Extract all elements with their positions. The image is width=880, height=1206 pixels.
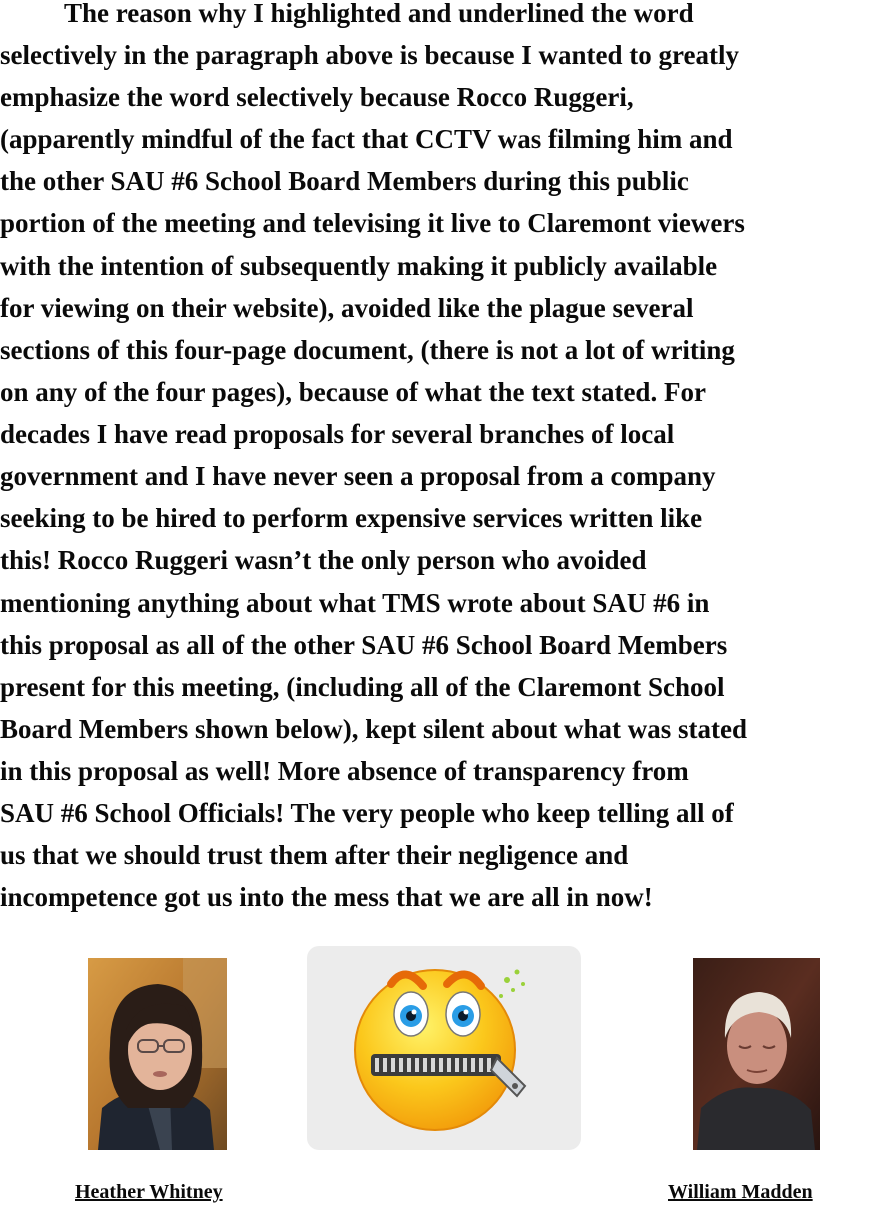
- paragraph-line: government and I have never seen a proposal from a company: [0, 461, 716, 491]
- paragraph-line: seeking to be hired to perform expensive services written like: [0, 503, 703, 533]
- paragraph-line: in this proposal as well! More absence of transparency from: [0, 756, 689, 786]
- paragraph-line: portion of the meeting and televising it live to Claremont viewers: [0, 208, 745, 238]
- person-photo-icon: [693, 958, 820, 1150]
- william-madden-photo: [693, 958, 820, 1150]
- paragraph-line: this proposal as all of the other SAU #6 School Board Members: [0, 630, 728, 660]
- paragraph-line: The reason why I highlighted and underlined the word: [64, 0, 694, 28]
- paragraph-line: sections of this four-page document, (there is not a lot of writing: [0, 335, 735, 365]
- caption-william-madden: William Madden: [668, 1181, 813, 1203]
- paragraph-line: the other SAU #6 School Board Members during this public: [0, 166, 689, 196]
- paragraph-line: this! Rocco Ruggeri wasn’t the only person who avoided: [0, 545, 647, 575]
- zipped-mouth-emoji: [307, 946, 581, 1150]
- paragraph-line: incompetence got us into the mess that we are all in now!: [0, 882, 653, 912]
- zipped-mouth-emoji-icon: [307, 946, 581, 1150]
- paragraph-line: on any of the four pages), because of what the text stated. For: [0, 377, 706, 407]
- paragraph-line: emphasize the word selectively because Rocco Ruggeri,: [0, 82, 634, 112]
- caption-heather-whitney: Heather Whitney: [75, 1181, 223, 1203]
- paragraph-line: for viewing on their website), avoided like the plague several: [0, 293, 694, 323]
- paragraph-line: selectively in the paragraph above is because I wanted to greatly: [0, 40, 739, 70]
- paragraph-line: with the intention of subsequently making it publicly available: [0, 251, 718, 281]
- heather-whitney-photo: [88, 958, 227, 1150]
- paragraph-line: Board Members shown below), kept silent about what was stated: [0, 714, 748, 744]
- paragraph-line: decades I have read proposals for several branches of local: [0, 419, 675, 449]
- paragraph-line: mentioning anything about what TMS wrote about SAU #6 in: [0, 588, 710, 618]
- paragraph-line: SAU #6 School Officials! The very people who keep telling all of: [0, 798, 734, 828]
- paragraph-line: us that we should trust them after their negligence and: [0, 840, 629, 870]
- person-photo-icon: [88, 958, 227, 1150]
- paragraph-line: present for this meeting, (including all of the Claremont School: [0, 672, 725, 702]
- paragraph-line: (apparently mindful of the fact that CCTV was filming him and: [0, 124, 733, 154]
